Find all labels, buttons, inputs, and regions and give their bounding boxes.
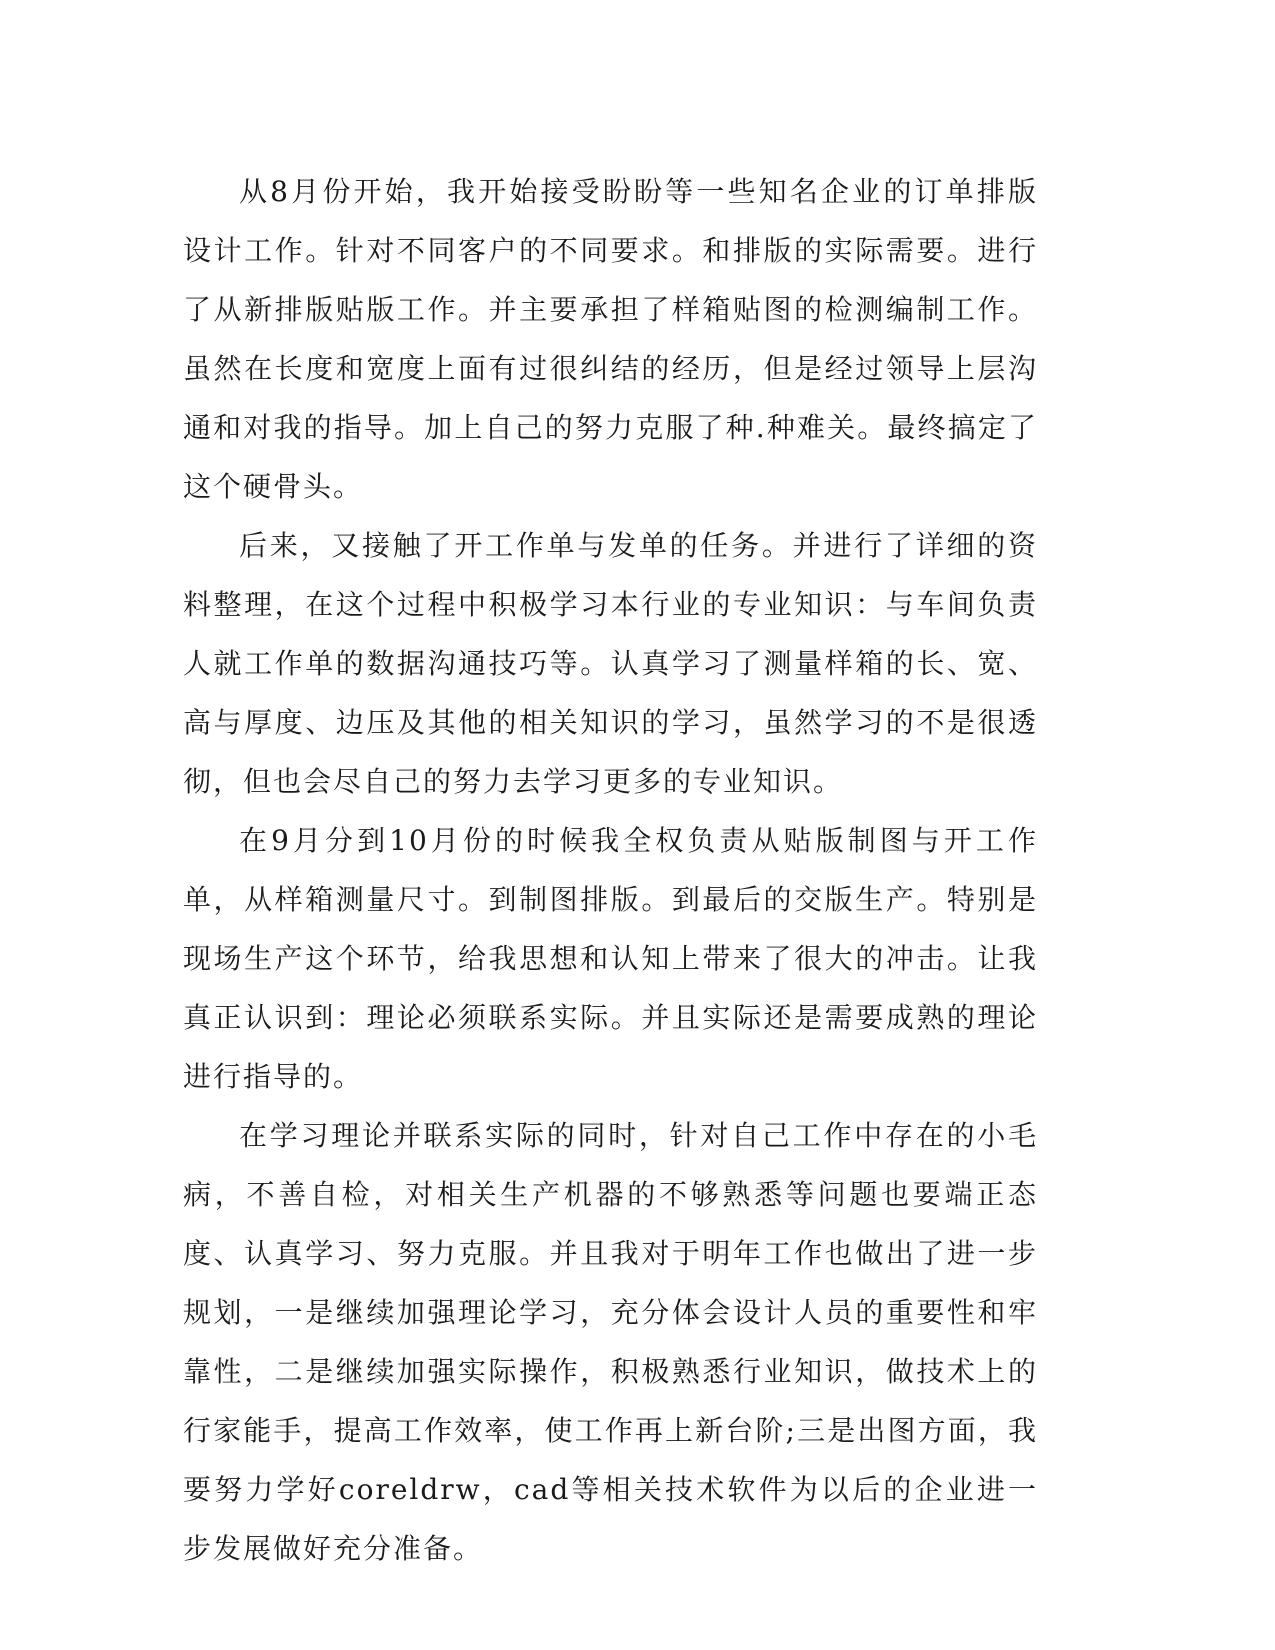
document-body	[183, 162, 1038, 1578]
paragraph-1: 从8月份开始，我开始接受盼盼等一些知名企业的订单排版设计工作。针对不同客户的不同要求。和排版的实际需要。进行了从新排版贴版工作。并主要承担了样箱贴图的检测编制工作。虽然在长度和宽度上面有过很纠结的经历，但是经过领导上层沟通和对我的指导。加上自己的努力克服了种.种难关。最终搞定了这个硬骨头。	[183, 175, 1038, 503]
paragraph-3: 在9月分到10月份的时候我全权负责从贴版制图与开工作单，从样箱测量尺寸。到制图排版。到最后的交版生产。特别是现场生产这个环节，给我思想和认知上带来了很大的冲击。让我真正认识到：理论必须联系实际。并且实际还是需要成熟的理论进行指导的。	[183, 824, 1038, 1093]
paragraph-2: 后来，又接触了开工作单与发单的任务。并进行了详细的资料整理，在这个过程中积极学习本行业的专业知识：与车间负责人就工作单的数据沟通技巧等。认真学习了测量样箱的长、宽、高与厚度、边压及其他的相关知识的学习，虽然学习的不是很透彻，但也会尽自己的努力去学习更多的专业知识。	[183, 529, 1038, 798]
paragraph-4: 在学习理论并联系实际的同时，针对自己工作中存在的小毛病，不善自检，对相关生产机器的不够熟悉等问题也要端正态度、认真学习、努力克服。并且我对于明年工作也做出了进一步规划，一是继续加强理论学习，充分体会设计人员的重要性和牢靠性，二是继续加强实际操作，积极熟悉行业知识，做技术上的行家能手，提高工作效率，使工作再上新台阶;三是出图方面，我要努力学好coreldrw，cad等相关技术软件为以后的企业进一步发展做好充分准备。	[183, 1119, 1038, 1565]
